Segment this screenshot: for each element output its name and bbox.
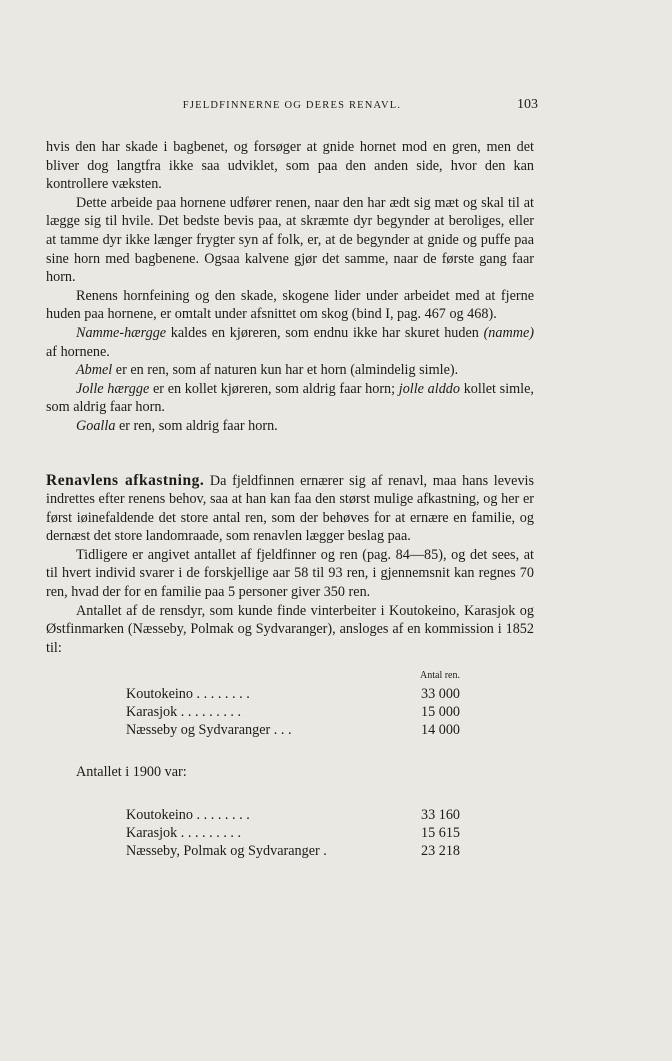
page-body bbox=[46, 138, 534, 860]
row-label: Næsseby og Sydvaranger . . . bbox=[126, 722, 292, 739]
paragraph: Tidligere er angivet antallet af fjeldfinner og ren (pag. 84—85), og det sees, at til hvert individ svarer i de forskjellige aar 58 til 93 ren, i gjennemsnit kan regnes 70 ren, hvad der for en familie paa 5 personer giver 350 ren. bbox=[46, 546, 534, 601]
definition-text: er ren, som aldrig faar horn. bbox=[115, 417, 278, 434]
table-row bbox=[126, 842, 460, 860]
row-value: 33 160 bbox=[420, 807, 460, 824]
definition-text: kaldes en kjøreren, som endnu ikke har skuret huden bbox=[166, 324, 484, 341]
definition-text: kollet simle, som aldrig faar horn. bbox=[46, 380, 534, 416]
table-row bbox=[126, 721, 460, 739]
row-label: Koutokeino . . . . . . . . bbox=[126, 807, 250, 824]
definition-text: af hornene. bbox=[46, 343, 110, 360]
paragraph: Dette arbeide paa hornene udfører renen, naar den har ædt sig mæt og skal til at lægge sig til hvile. Det bedste bevis paa, at skræmte dyr begynder at beroliges, eller at tamme dyr ikke længer frygter syn af folk, er, at de begynder at gnide og puffe paa sine horn med bagbenene. Ogsaa kalvene gjør det samme, naar de første gang faar horn. bbox=[46, 194, 534, 286]
running-title: FJELDFINNERNE OG DERES RENAVL. bbox=[182, 100, 402, 111]
row-label: Næsseby, Polmak og Sydvaranger . bbox=[126, 843, 327, 860]
column-header: Antal ren. bbox=[420, 670, 460, 682]
paragraph: Renens hornfeining og den skade, skogene lider under arbeidet med at fjerne huden paa hornene, er omtalt under afsnittet om skog (bind I, pag. 467 og 468). bbox=[46, 287, 534, 323]
table-row bbox=[126, 685, 460, 703]
paragraph: hvis den har skade i bagbenet, og forsøger at gnide hornet mod en gren, men det bliver dog langtfra ikke saa udviklet, som paa den anden side, hvor den kan kontrollere væksten. bbox=[46, 139, 534, 193]
term: Namme-hærgge bbox=[76, 324, 167, 341]
row-value: 33 000 bbox=[420, 686, 460, 703]
row-label: Koutokeino . . . . . . . . bbox=[126, 686, 250, 703]
section-intro bbox=[46, 472, 534, 546]
table-1852 bbox=[126, 667, 460, 739]
table-row bbox=[126, 806, 460, 824]
term: jolle alddo bbox=[398, 380, 460, 397]
row-label: Karasjok . . . . . . . . . bbox=[126, 825, 242, 842]
row-value: 15 615 bbox=[420, 825, 460, 842]
definition-text: er en kollet kjøreren, som aldrig faar horn; bbox=[149, 380, 399, 397]
term: Goalla bbox=[76, 417, 116, 434]
row-value: 14 000 bbox=[420, 722, 460, 739]
table-row bbox=[126, 824, 460, 842]
term: Abmel bbox=[76, 362, 113, 379]
table-row bbox=[126, 703, 460, 721]
paragraph: Antallet af de rensdyr, som kunde finde vinterbeiter i Koutokeino, Karasjok og Østfinmarken (Næsseby, Polmak og Sydvaranger), ansloges af en kommission i 1852 til: bbox=[46, 602, 534, 656]
section-intro-text: Da fjeldfinnen ernærer sig af renavl, maa hans levevis indrettes efter renens behov, saa at han kan faa den størst mulige afkastning, og her er først iøinefaldende det store antal ren, som der behøves for at ernære en familie, og dernæst det store landomraade, som renavlen lægger beslag paa. bbox=[46, 472, 534, 545]
table-caption-1900: Antallet i 1900 var: bbox=[76, 764, 187, 781]
row-value: 15 000 bbox=[420, 704, 460, 721]
term: Jolle hærgge bbox=[76, 380, 150, 397]
page-number: 103 bbox=[517, 97, 538, 112]
row-label: Karasjok . . . . . . . . . bbox=[126, 704, 242, 721]
term-definition bbox=[46, 380, 534, 417]
term-definition bbox=[46, 361, 534, 380]
row-value: 23 218 bbox=[420, 843, 460, 860]
definition-text: er en ren, som af naturen kun har et horn (almindelig simle). bbox=[112, 362, 459, 379]
section-heading: Renavlens afkastning. bbox=[46, 471, 205, 489]
table-1900 bbox=[126, 806, 460, 860]
term-definition bbox=[46, 417, 534, 436]
term: (namme) bbox=[483, 324, 534, 341]
term-definition bbox=[46, 324, 534, 361]
